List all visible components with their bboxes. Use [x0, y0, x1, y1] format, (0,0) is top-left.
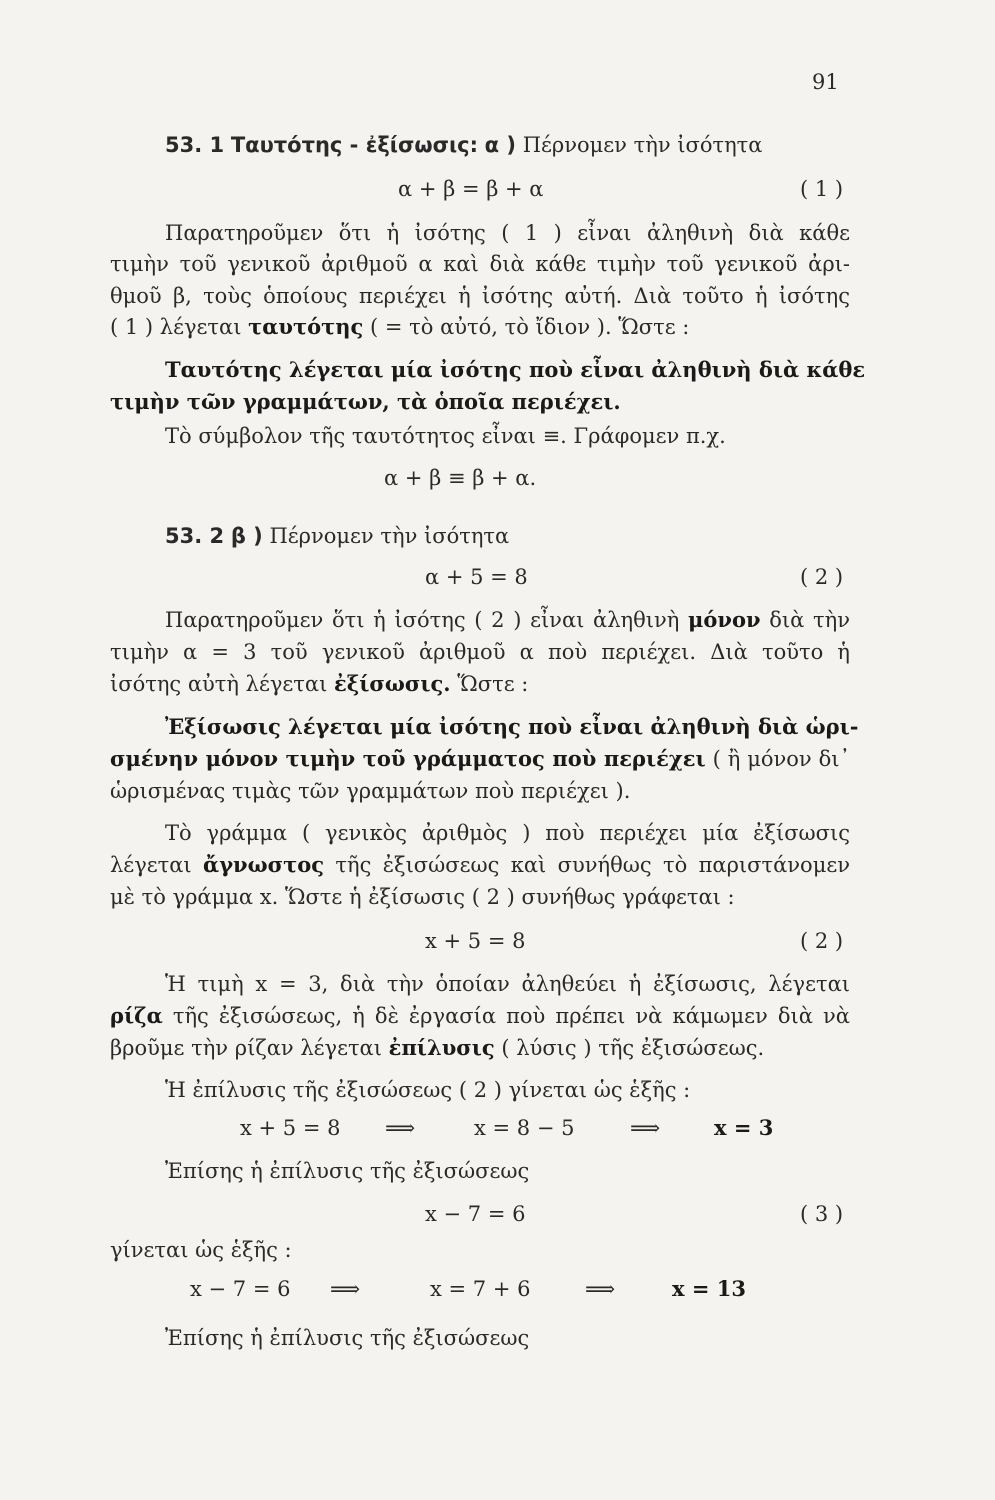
paragraph-line: τιμὴν α = 3 τοῦ γενικοῦ ἀριθμοῦ α ποὺ περιέχει. Διὰ τοῦτο ἡ: [110, 640, 850, 664]
solution-2-step-1: x − 7 = 6: [190, 1277, 291, 1301]
text-span: ἰσότης αὐτὴ λέγεται: [110, 672, 328, 696]
solution-2-result: x = 13: [672, 1276, 746, 1301]
implies-arrow: ⟹: [330, 1277, 361, 1301]
paragraph-line: Ἡ τιμὴ x = 3, διὰ τὴν ὁποίαν ἀληθεύει ἡ ἐξίσωσις, λέγεται: [165, 972, 850, 996]
paragraph-line: [110, 850, 850, 880]
term-root: ρίζα: [110, 1003, 163, 1028]
solution-1-step-1: x + 5 = 8: [240, 1116, 341, 1140]
equation-1-number: ( 1 ): [800, 177, 844, 201]
equation-2x-number: ( 2 ): [800, 929, 844, 953]
equation-3-number: ( 3 ): [800, 1202, 844, 1226]
definition-line: ὡρισμένας τιμὰς τῶν γραμμάτων ποὺ περιέχει ).: [110, 779, 631, 803]
solution-2-step-2: x = 7 + 6: [430, 1277, 531, 1301]
term-identity: ταυτότης: [248, 314, 364, 339]
emphasis-only: μόνον: [688, 607, 761, 632]
paragraph-line: θμοῦ β, τοὺς ὁποίους περιέχει ἡ ἰσότης αὐτή. Διὰ τοῦτο ἡ ἰσότης: [110, 284, 850, 308]
text-span: σμένην μόνον τιμὴν τοῦ γράμματος ποὺ περιέχει: [110, 746, 706, 771]
paragraph-line: [110, 1001, 850, 1031]
paragraph-line: Παρατηροῦμεν ὅτι ἡ ἰσότης ( 1 ) εἶναι ἀληθινὴ διὰ κάθε: [165, 221, 850, 245]
paragraph-line: τιμὴν τοῦ γενικοῦ ἀριθμοῦ α καὶ διὰ κάθε τιμὴν τοῦ γενικοῦ ἀρι-: [110, 252, 850, 276]
term-unknown: ἄγνωστος: [203, 852, 325, 877]
section-53-2-heading: [165, 521, 850, 551]
paragraph-line: [165, 605, 850, 635]
part-label: β ): [230, 524, 263, 548]
paragraph-line: [110, 669, 850, 699]
implies-arrow: ⟹: [385, 1116, 416, 1140]
section-number: 53. 1: [165, 133, 225, 157]
equation-3: x − 7 = 6: [425, 1202, 526, 1226]
text-span: διὰ τὴν: [769, 608, 850, 632]
term-equation: ἐξίσωσις.: [334, 671, 451, 696]
paragraph-line: μὲ τὸ γράμμα x. Ὥστε ἡ ἐξίσωσις ( 2 ) συνήθως γράφεται :: [110, 885, 735, 909]
equation-2-number: ( 2 ): [800, 565, 844, 589]
text-span: ( ἢ μόνον δι᾽: [712, 747, 850, 771]
equation-2x: x + 5 = 8: [425, 929, 526, 953]
text-span: ( 1 ) λέγεται: [110, 315, 242, 339]
paragraph-line: Τὸ γράμμα ( γενικὸς ἀριθμὸς ) ποὺ περιέχει μία ἐξίσωσις: [165, 821, 850, 845]
section-title: Ταυτότης - ἐξίσωσις:: [230, 133, 478, 157]
identity-example: α + β ≡ β + α.: [384, 466, 537, 490]
definition-line: τιμὴν τῶν γραμμάτων, τὰ ὁποῖα περιέχει.: [110, 389, 621, 414]
paragraph-line: [110, 1033, 850, 1063]
text-span: τῆς ἐξισώσεως, ἡ δὲ ἐργασία ποὺ πρέπει νὰ κάμωμεν διὰ νὰ: [172, 1004, 850, 1028]
solution-1-result: x = 3: [714, 1115, 774, 1140]
section-number: 53. 2: [165, 524, 225, 548]
text-span: ( = τὸ αὐτό, τὸ ἴδιον ). Ὥστε :: [370, 315, 690, 339]
section-intro: Πέρνομεν τὴν ἰσότητα: [269, 524, 510, 548]
paragraph-line: Ἐπίσης ἡ ἐπίλυσις τῆς ἐξισώσεως: [165, 1326, 530, 1350]
term-solution: ἐπίλυσις: [388, 1035, 495, 1060]
text-span: Παρατηροῦμεν ὅτι ἡ ἰσότης ( 2 ) εἶναι ἀληθινὴ: [165, 608, 680, 632]
text-span: ( λύσις ) τῆς ἐξισώσεως.: [501, 1036, 765, 1060]
definition-line: Ἐξίσωσις λέγεται μία ἰσότης ποὺ εἶναι ἀληθινὴ διὰ ὡρι-: [165, 714, 859, 739]
implies-arrow: ⟹: [585, 1277, 616, 1301]
text-span: Ὥστε :: [457, 672, 529, 696]
definition-line: [110, 744, 850, 774]
text-span: βροῦμε τὴν ρίζαν λέγεται: [110, 1036, 382, 1060]
implies-arrow: ⟹: [630, 1116, 661, 1140]
solution-1-step-2: x = 8 − 5: [474, 1116, 575, 1140]
paragraph-line: Ἡ ἐπίλυσις τῆς ἐξισώσεως ( 2 ) γίνεται ὡς ἑξῆς :: [165, 1078, 691, 1102]
paragraph-line: Τὸ σύμβολον τῆς ταυτότητος εἶναι ≡. Γράφομεν π.χ.: [165, 424, 726, 448]
paragraph-line: Ἐπίσης ἡ ἐπίλυσις τῆς ἐξισώσεως: [165, 1159, 530, 1183]
part-label: α ): [484, 133, 517, 157]
text-span: λέγεται: [110, 853, 192, 877]
text-span: τῆς ἐξισώσεως καὶ συνήθως τὸ παριστάνομεν: [335, 853, 850, 877]
paragraph-line: γίνεται ὡς ἑξῆς :: [110, 1238, 292, 1262]
page-number: 91: [812, 70, 839, 94]
equation-2: α + 5 = 8: [425, 565, 528, 589]
paragraph-line: [110, 312, 850, 342]
section-53-1-heading: [165, 130, 850, 160]
definition-line: Ταυτότης λέγεται μία ἰσότης ποὺ εἶναι ἀληθινὴ διὰ κάθε: [165, 357, 866, 382]
equation-1: α + β = β + α: [398, 177, 544, 201]
section-intro: Πέρνομεν τὴν ἰσότητα: [522, 133, 763, 157]
